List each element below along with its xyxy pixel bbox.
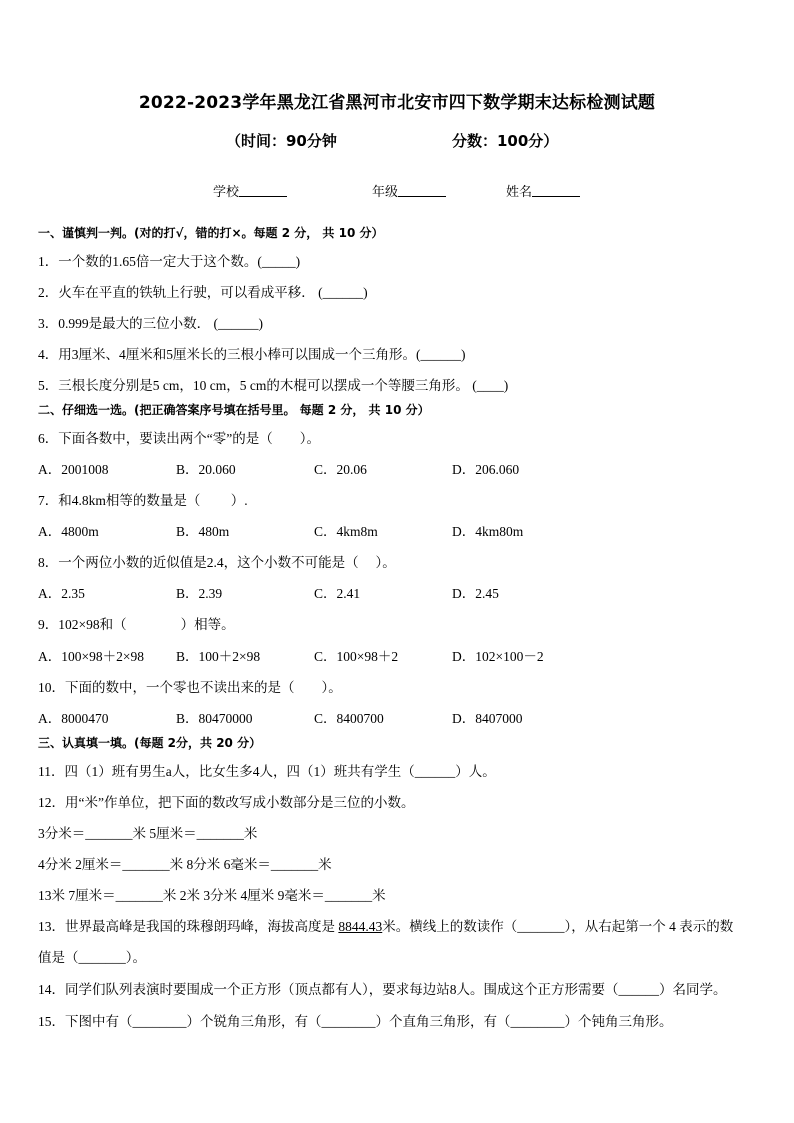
q7-option-a: A．4800m (38, 524, 99, 539)
exam-score: 分数：100分） (452, 132, 559, 150)
q13-line-2: 值是（_______）。 (38, 950, 146, 965)
q9-option-b: B．100＋2×98 (176, 649, 261, 664)
name-blank[interactable] (532, 184, 580, 197)
q12-line-2: 4分米 2厘米＝_______米 8分米 6毫米＝_______米 (38, 857, 332, 872)
q8-option-d: D．2.45 (452, 586, 499, 601)
q7-option-c: C．4km8m (314, 524, 378, 539)
q7-option-d: D．4km80m (452, 524, 524, 539)
q10-option-a: A．8000470 (38, 711, 109, 726)
question-10: 10．下面的数中，一个零也不读出来的是（ ）。 (38, 680, 342, 695)
q13-underlined-number: 8844.43 (338, 919, 383, 934)
q10-option-b: B．80470000 (176, 711, 253, 726)
question-7: 7．和4.8km相等的数量是（ ）. (38, 493, 248, 508)
school-label: 学校 (213, 184, 240, 199)
q7-option-b: B．480m (176, 524, 230, 539)
q12-line-3: 13米 7厘米＝_______米 2米 3分米 4厘米 9毫米＝_______米 (38, 888, 386, 903)
q13-text-a: 13．世界最高峰是我国的珠穆朗玛峰，海拔高度是 (38, 919, 339, 934)
question-15: 15．下图中有（________）个锐角三角形，有（________）个直角三角形，有（________）个钝角三角形。 (38, 1014, 673, 1029)
q10-option-d: D．8407000 (452, 711, 523, 726)
question-2: 2．火车在平直的铁轨上行驶，可以看成平移． (______) (38, 285, 368, 300)
question-14: 14．同学们队列表演时要围成一个正方形（顶点都有人），要求每边站8人。围成这个正方形需要（______）名同学。 (38, 982, 727, 997)
q6-option-c: C．20.06 (314, 462, 367, 477)
exam-time: （时间：90分钟 (226, 132, 337, 150)
question-4: 4．用3厘米、4厘米和5厘米长的三根小棒可以围成一个三角形。(______) (38, 347, 466, 362)
question-8: 8．一个两位小数的近似值是2.4，这个小数不可能是（ ）。 (38, 555, 396, 570)
q9-option-c: C．100×98＋2 (314, 649, 399, 664)
section-3-heading: 三、认真填一填。(每题 2分，共 20 分） (38, 736, 262, 750)
school-blank[interactable] (239, 184, 287, 197)
q9-option-d: D．102×100－2 (452, 649, 544, 664)
question-6: 6．下面各数中，要读出两个“零”的是（ ）。 (38, 431, 320, 446)
grade-label: 年级 (372, 184, 399, 199)
question-12: 12．用“米”作单位，把下面的数改写成小数部分是三位的小数。 (38, 795, 415, 810)
grade-blank[interactable] (398, 184, 446, 197)
school-field (213, 181, 287, 200)
question-13 (38, 915, 733, 935)
q10-option-c: C．8400700 (314, 711, 384, 726)
q6-option-a: A．2001008 (38, 462, 109, 477)
section-1-heading: 一、谨慎判一判。(对的打√，错的打×。每题 2 分， 共 10 分） (38, 226, 384, 240)
q6-option-d: D．206.060 (452, 462, 520, 477)
question-9: 9．102×98和（ ）相等。 (38, 617, 235, 632)
name-label: 姓名 (506, 184, 533, 199)
q12-line-1: 3分米＝_______米 5厘米＝_______米 (38, 826, 258, 841)
q13-text-b: 米。横线上的数读作（_______），从右起第一个 4 表示的数 (382, 919, 734, 934)
question-3: 3．0.999是最大的三位小数． (______) (38, 316, 263, 331)
q8-option-c: C．2.41 (314, 586, 361, 601)
name-field (506, 181, 580, 200)
q6-option-b: B．20.060 (176, 462, 236, 477)
q8-option-b: B．2.39 (176, 586, 223, 601)
grade-field (372, 181, 446, 200)
question-5: 5．三根长度分别是5 cm，10 cm，5 cm的木棍可以摆成一个等腰三角形。 (____) (38, 378, 509, 393)
section-2-heading: 二、仔细选一选。(把正确答案序号填在括号里。 每题 2 分， 共 10 分） (38, 403, 430, 417)
question-11: 11．四（1）班有男生a人，比女生多4人，四（1）班共有学生（______）人。 (38, 764, 496, 779)
q9-option-a: A．100×98＋2×98 (38, 649, 144, 664)
q8-option-a: A．2.35 (38, 586, 85, 601)
page-title: 2022-2023学年黑龙江省黑河市北安市四下数学期末达标检测试题 (138, 93, 656, 113)
question-1: 1．一个数的1.65倍一定大于这个数。(_____) (38, 254, 301, 269)
